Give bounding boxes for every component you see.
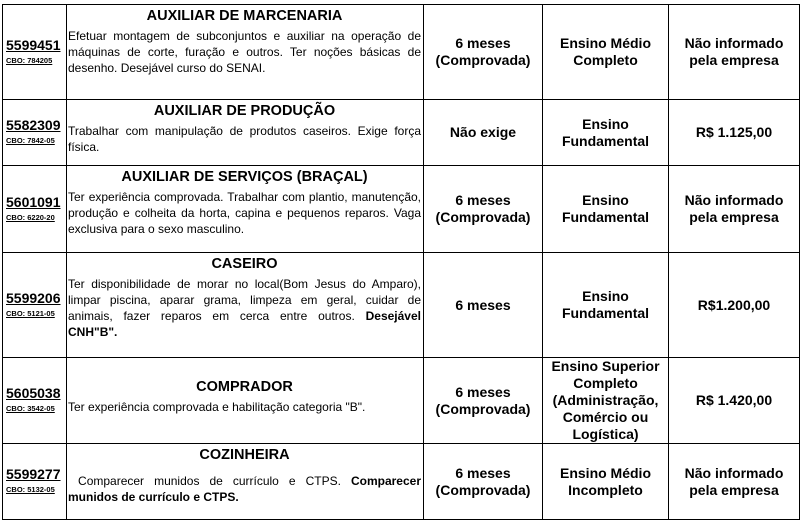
job-description: Ter experiência comprovada. Trabalhar com plantio, manutenção, produção e colheita da horta, capina e pequenos reparos. Vaga exclusiva para o sexo masculino. (68, 190, 421, 236)
salary-cell: Não informado pela empresa (669, 444, 800, 520)
job-description: Ter experiência comprovada e habilitação categoria "B". (68, 400, 366, 414)
salary-cell: Não informado pela empresa (669, 5, 800, 100)
education-cell: Ensino Médio Incompleto (543, 444, 669, 520)
job-code-link[interactable]: 5599451 (6, 36, 61, 53)
cbo-code-link[interactable]: CBO: 5121-05 (6, 308, 55, 318)
job-code-cell (3, 166, 67, 253)
job-description: Trabalhar com manipulação de produtos caseiros. Exige força física. (68, 124, 421, 154)
education-cell: Ensino Fundamental (543, 253, 669, 358)
job-description: Comparecer munidos de currículo e CTPS. Comparecer munidos de currículo e CTPS. (68, 474, 421, 504)
experience-cell: 6 meses (Comprovada) (424, 358, 543, 444)
table-row (3, 100, 800, 166)
job-description-cell (67, 358, 424, 444)
cbo-code-link[interactable]: CBO: 6220-20 (6, 212, 55, 222)
job-title: COZINHEIRA (199, 447, 290, 463)
job-description-emphasis: Comparecer munidos de currículo e CTPS. (68, 474, 421, 504)
salary-cell: Não informado pela empresa (669, 166, 800, 253)
experience-cell: 6 meses (Comprovada) (424, 5, 543, 100)
job-description-emphasis: Desejável CNH"B". (68, 309, 421, 339)
job-title: AUXILIAR DE MARCENARIA (146, 8, 343, 24)
experience-cell: 6 meses (424, 253, 543, 358)
experience-cell: Não exige (424, 100, 543, 166)
education-cell: Ensino Médio Completo (543, 5, 669, 100)
job-code-link[interactable]: 5582309 (6, 117, 61, 133)
education-cell: Ensino Fundamental (543, 166, 669, 253)
experience-cell: 6 meses (Comprovada) (424, 166, 543, 253)
table-row (3, 5, 800, 100)
job-code-link[interactable]: 5605038 (6, 385, 61, 401)
job-code-cell (3, 444, 67, 520)
job-description: Ter disponibilidade de morar no local(Bom Jesus do Amparo), limpar piscina, aparar grama, limpeza em geral, cuidar de animais, fazer reparos em cerca entre outros. Desejável CNH"B". (68, 277, 421, 339)
job-description-cell (67, 253, 424, 358)
cbo-code-link[interactable]: CBO: 784205 (6, 55, 53, 65)
job-code-cell (3, 100, 67, 166)
job-title: AUXILIAR DE PRODUÇÃO (153, 103, 336, 119)
table-row (3, 358, 800, 444)
job-code-cell (3, 253, 67, 358)
job-description-cell (67, 5, 424, 100)
job-code-cell (3, 358, 67, 444)
job-code-link[interactable]: 5599206 (6, 289, 61, 306)
cbo-code-link[interactable]: CBO: 7842-05 (6, 136, 55, 145)
job-title: COMPRADOR (196, 379, 293, 395)
job-code-link[interactable]: 5601091 (6, 193, 61, 210)
education-cell: Ensino Superior Completo (Administração, Comércio ou Logística) (543, 358, 669, 444)
cbo-code-link[interactable]: CBO: 3542-05 (6, 404, 55, 413)
job-listings-table (2, 4, 800, 520)
job-description: Efetuar montagem de subconjuntos e auxiliar na operação de máquinas de corte, furação e outros. Ter noções básicas de desenho. Desejável curso do SENAI. (68, 29, 421, 75)
job-title: AUXILIAR DE SERVIÇOS (BRAÇAL) (121, 169, 368, 185)
table-row (3, 253, 800, 358)
salary-cell: R$1.200,00 (669, 253, 800, 358)
table-row (3, 444, 800, 520)
job-code-cell (3, 5, 67, 100)
job-description-cell (67, 166, 424, 253)
salary-cell: R$ 1.420,00 (669, 358, 800, 444)
job-description-cell (67, 444, 424, 520)
job-code-link[interactable]: 5599277 (6, 466, 61, 482)
cbo-code-link[interactable]: CBO: 5132-05 (6, 485, 55, 494)
job-description-cell (67, 100, 424, 166)
job-title: CASEIRO (211, 256, 278, 272)
education-cell: Ensino Fundamental (543, 100, 669, 166)
experience-cell: 6 meses (Comprovada) (424, 444, 543, 520)
salary-cell: R$ 1.125,00 (669, 100, 800, 166)
table-row (3, 166, 800, 253)
